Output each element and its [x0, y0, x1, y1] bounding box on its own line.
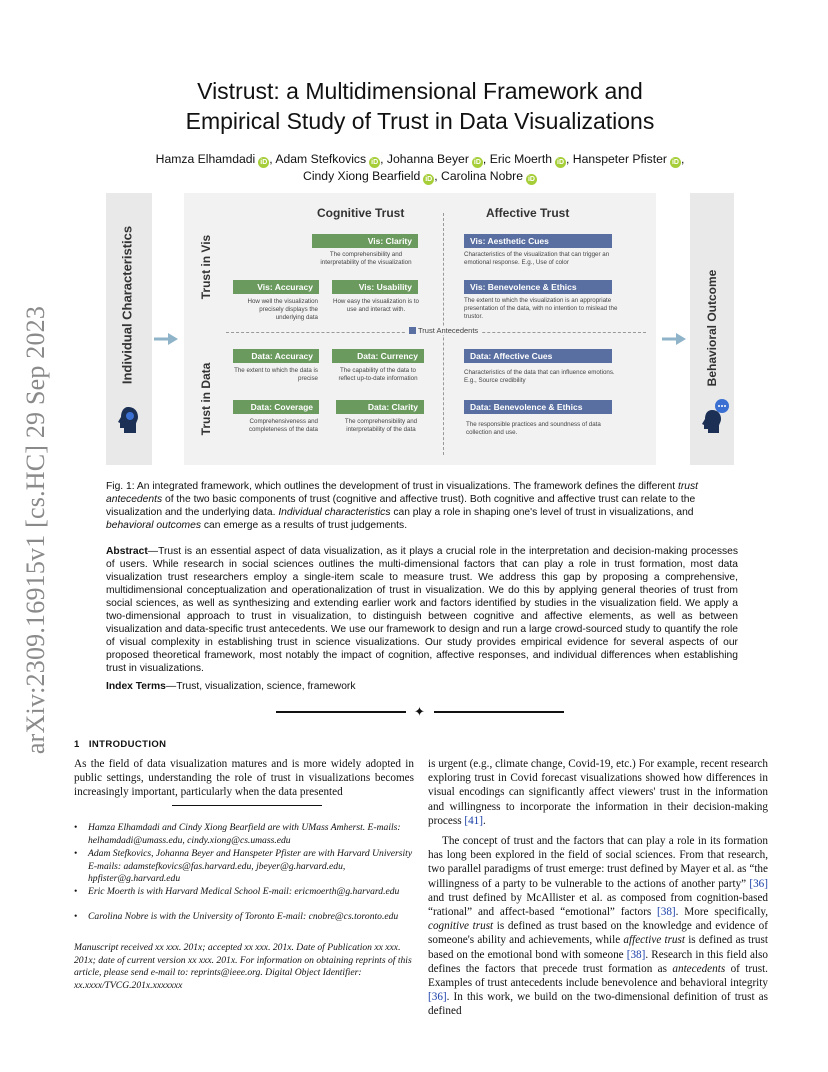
body-text: The concept of trust and the factors that can play a role in its formation has long been explored in the field of social sciences. From that research, two parallel paradigms of trust emerge: trust defined by Mayer et al. as “the willingness of a party to be vulnerable to the actions of another party” — [428, 835, 768, 890]
index-terms — [106, 680, 738, 693]
body-text: . More specifically, — [675, 906, 768, 919]
data-currency-desc: The capability of the data to reflect up-to-date information — [338, 367, 418, 382]
abstract — [106, 545, 738, 675]
body-text: is defined as trust based on the emotional bond with someone — [428, 934, 768, 961]
behavioral-outcome-label: Behavioral Outcome — [705, 269, 719, 387]
intro-right-paragraph-2 — [428, 834, 768, 1019]
author-name: Hanspeter Pfister — [572, 152, 667, 166]
orcid-icon[interactable]: iD — [557, 159, 564, 166]
vis-aesthetic-box: Vis: Aesthetic Cues — [464, 234, 612, 248]
caption-text: can emerge as a results of trust judgements. — [201, 520, 408, 531]
footnote-item: • Hamza Elhamdadi and Cindy Xiong Bearfield are with UMass Amherst. E-mails: helhamdadi@umass.edu, cindy.xiong@cs.umass.edu — [74, 822, 414, 847]
data-affective-desc: Characteristics of the data that can influence emotions. E.g., Source credibility — [464, 369, 615, 384]
vis-clarity-box: Vis: Clarity — [312, 234, 418, 248]
footnote-item: • Eric Moerth is with Harvard Medical School E-mail: ericmoerth@g.harvard.edu — [74, 886, 414, 899]
body-text: is urgent (e.g., climate change, Covid-19, etc.) For example, recent research exploring trust in Covid forecast visualizations showed how differences in visual encodings can significantly affect viewers' trust in the information and willingness to incorporate the information in their decision-making process — [428, 758, 768, 827]
caption-emph: Individual characteristics — [278, 507, 391, 518]
author-name: Cindy Xiong Bearfield — [303, 169, 421, 183]
arxiv-id: arXiv:2309.16915v1 [cs.HC] 29 Sep 2023 — [21, 305, 50, 755]
citation-link[interactable]: [38] — [657, 906, 676, 919]
title-line-1: Vistrust: a Multidimensional Framework and — [197, 78, 643, 104]
paper-title — [120, 76, 720, 136]
body-emph: affective trust — [623, 934, 685, 947]
data-clarity-box: Data: Clarity — [336, 400, 424, 414]
caption-emph: behavioral outcomes — [106, 520, 202, 531]
intro-right-paragraph-1 — [428, 757, 768, 828]
footnote-item: • Adam Stefkovics, Johanna Beyer and Hanspeter Pfister are with Harvard University E-mails: adamstefkovics@fas.harvard.edu, jbeyer@g.harvard.edu, hpfister@g.harvard.edu — [74, 848, 413, 885]
section-title: INTRODUCTION — [88, 739, 167, 750]
data-coverage-desc: Comprehensiveness and completeness of the data — [248, 418, 318, 433]
arrow-right-icon — [154, 332, 180, 346]
data-currency-box: Data: Currency — [332, 349, 424, 363]
separator-line — [276, 711, 406, 713]
separator-line — [434, 711, 564, 713]
separator-diamond-icon: ✦ — [414, 704, 425, 719]
vis-clarity-desc: The comprehensibility and interpretability of the visualization — [320, 251, 412, 266]
vis-usability-desc: How easy the visualization is to use and interact with. — [333, 298, 419, 313]
arrow-right-icon — [662, 332, 688, 346]
trust-in-data-label: Trust in Data — [199, 362, 213, 436]
abstract-label: Abstract — [106, 546, 148, 557]
intro-left-paragraph: As the field of data visualization matures and is more widely adopted in public settings, understanding the role of trust in visualizations becomes increasingly important, particularly when the data presented — [74, 758, 414, 799]
index-terms-text: —Trust, visualization, science, framework — [165, 681, 356, 692]
data-accuracy-desc: The extent to which the data is precise — [234, 367, 318, 382]
orcid-icon[interactable]: iD — [425, 176, 433, 183]
caption-text: of the two basic components of trust (cognitive and affective trust). Both cognitive and affective trust can relate to the visualization and the underlying data. — [106, 494, 696, 518]
footnote-text: Eric Moerth is with Harvard Medical School E-mail: ericmoerth@g.harvard.edu — [88, 886, 400, 897]
person-chat-icon — [700, 398, 730, 434]
arxiv-stamp — [22, 295, 50, 765]
caption-text: can play a role in shaping one's level of trust in visualizations, and — [390, 507, 694, 518]
cognitive-trust-heading: Cognitive Trust — [317, 206, 405, 220]
author-name: Adam Stefkovics — [275, 152, 367, 166]
trust-antecedents-text: Trust Antecedents — [418, 326, 479, 335]
figure-caption — [106, 480, 738, 532]
data-affective-box: Data: Affective Cues — [464, 349, 612, 363]
section-heading — [74, 739, 166, 750]
citation-link[interactable]: [36] — [428, 991, 447, 1004]
body-emph: cognitive trust — [428, 920, 494, 933]
trust-antecedents-label — [406, 326, 481, 335]
footnote-text: Hamza Elhamdadi and Cindy Xiong Bearfield are with UMass Amherst. E-mails: helhamdadi@umass.edu, cindy.xiong@cs.umass.edu — [88, 822, 401, 846]
footnote-text: Adam Stefkovics, Johanna Beyer and Hanspeter Pfister are with Harvard University E-mails: adamstefkovics@fas.harvard.edu, jbeyer@g.harvard.edu, hpfister@g.harvard.edu — [88, 848, 413, 885]
body-emph: antecedents — [672, 962, 726, 975]
footnote-rule — [172, 805, 322, 806]
vis-benevolence-box: Vis: Benevolence & Ethics — [464, 280, 612, 294]
title-line-2: Empirical Study of Trust in Data Visualizations — [185, 108, 655, 134]
orcid-icon[interactable]: iD — [527, 176, 535, 183]
trust-in-vis-label: Trust in Vis — [199, 234, 213, 300]
abstract-text: —Trust is an essential aspect of data visualization, as it plays a crucial role in the interpretation and decision-making processes of users. While research in social sciences outlines the multi-dimensional factors that can play a role in trust formation, most data visualization trust researchers employ a single-item scale to measure trust. We address this gap by proposing a comprehensive, multidimensional conceptualization and operationalization of trust in visualization. We do this by applying general theories of trust from social sciences, as well as synthesizing and extending earlier work and factors identified by studies in the visualization field. We apply a two-dimensional approach to trust in visualization, to distinguish between cognitive and affective elements, as well as between visualization and data-specific trust antecedents. We use our framework to design and run a large crowd-sourced study to quantify the role of visual complexity in establishing trust in science visualizations. Our study provides empirical evidence for several aspects of our proposed theoretical framework, most notably the impact of cognition, affective responses, and individual differences when establishing trust in visualizations. — [106, 546, 738, 674]
author-name: Johanna Beyer — [386, 152, 469, 166]
orcid-icon[interactable]: iD — [371, 159, 379, 166]
caption-emph: trust antecedents — [106, 481, 698, 505]
data-coverage-box: Data: Coverage — [233, 400, 319, 414]
data-clarity-desc: The comprehensibility and interpretability of the data — [344, 418, 418, 433]
data-accuracy-box: Data: Accuracy — [233, 349, 319, 363]
orcid-icon[interactable]: iD — [473, 159, 481, 166]
citation-link[interactable]: [41] — [464, 814, 483, 827]
data-benevolence-box: Data: Benevolence & Ethics — [464, 400, 612, 414]
author-name: Eric Moerth — [489, 152, 552, 166]
vis-usability-box: Vis: Usability — [332, 280, 418, 294]
vis-accuracy-desc: How well the visualization precisely displays the underlying data — [247, 298, 318, 321]
manuscript-info: Manuscript received xx xxx. 201x; accepted xx xxx. 201x. Date of Publication xx xxx. 201x; date of current version xx xxx. 201x. For information on obtaining reprints of this article, please send e-mail to: reprints@ieee.org. Digital Object Identifier: xx.xxxx/TVCG.201x.xxxxxxx — [74, 942, 412, 991]
footnote-item: • Carolina Nobre is with the University of Toronto E-mail: cnobre@cs.toronto.edu — [74, 911, 414, 924]
author-list: Hamza Elhamdadi iD , Adam Stefkovics iD , Johanna Beyer iD , Eric Moerth iD , Hanspeter Pfister iD , Cindy Xiong Bearfield iD , Carolina Nobre iD — [155, 152, 685, 183]
citation-link[interactable]: [36] — [749, 877, 768, 890]
citation-link[interactable]: [38] — [626, 948, 646, 961]
author-name: Carolina Nobre — [441, 169, 523, 183]
author-name: Hamza Elhamdadi — [155, 152, 256, 166]
framework-figure — [106, 193, 734, 465]
body-text: of trust. Examples of trust antecedents include benevolence and behavioral integrity — [428, 962, 768, 990]
body-text: and trust defined by McAllister et al. as composed from cognition-based “rational” and affect-based “emotional” factors — [428, 891, 768, 919]
index-terms-label: Index Terms — [106, 681, 166, 692]
antecedent-icon — [409, 327, 416, 334]
vis-accuracy-box: Vis: Accuracy — [233, 280, 319, 294]
section-number: 1 — [74, 739, 80, 750]
body-text: . — [483, 814, 486, 827]
vis-benevolence-desc: The extent to which the visualization is an appropriate presentation of the data, with no intention to mislead the trustor. — [464, 297, 618, 320]
caption-text: Fig. 1: An integrated framework, which outlines the development of trust in visualizations. The framework defines the different — [106, 481, 678, 492]
body-text: is defined as trust based on the knowledge and evidence of someone's ability and achievements, while — [428, 920, 768, 947]
vis-aesthetic-desc: Characteristics of the visualization that can trigger an emotional response. E.g., Use of color — [464, 251, 610, 266]
body-text: . Research in this field also defines the factors that precede trust formation as — [428, 948, 768, 975]
data-benevolence-desc: The responsible practices and soundness of data collection and use. — [466, 421, 601, 436]
individual-characteristics-label: Individual Characteristics — [119, 225, 135, 385]
footnote-text: Carolina Nobre is with the University of Toronto E-mail: cnobre@cs.toronto.edu — [88, 911, 399, 922]
affective-trust-heading: Affective Trust — [486, 206, 570, 220]
orcid-icon[interactable]: iD — [260, 159, 268, 166]
person-head-icon — [116, 405, 142, 435]
orcid-icon[interactable]: iD — [671, 159, 679, 166]
body-text: . In this work, we build on the two-dimensional definition of trust as defined — [428, 991, 768, 1018]
